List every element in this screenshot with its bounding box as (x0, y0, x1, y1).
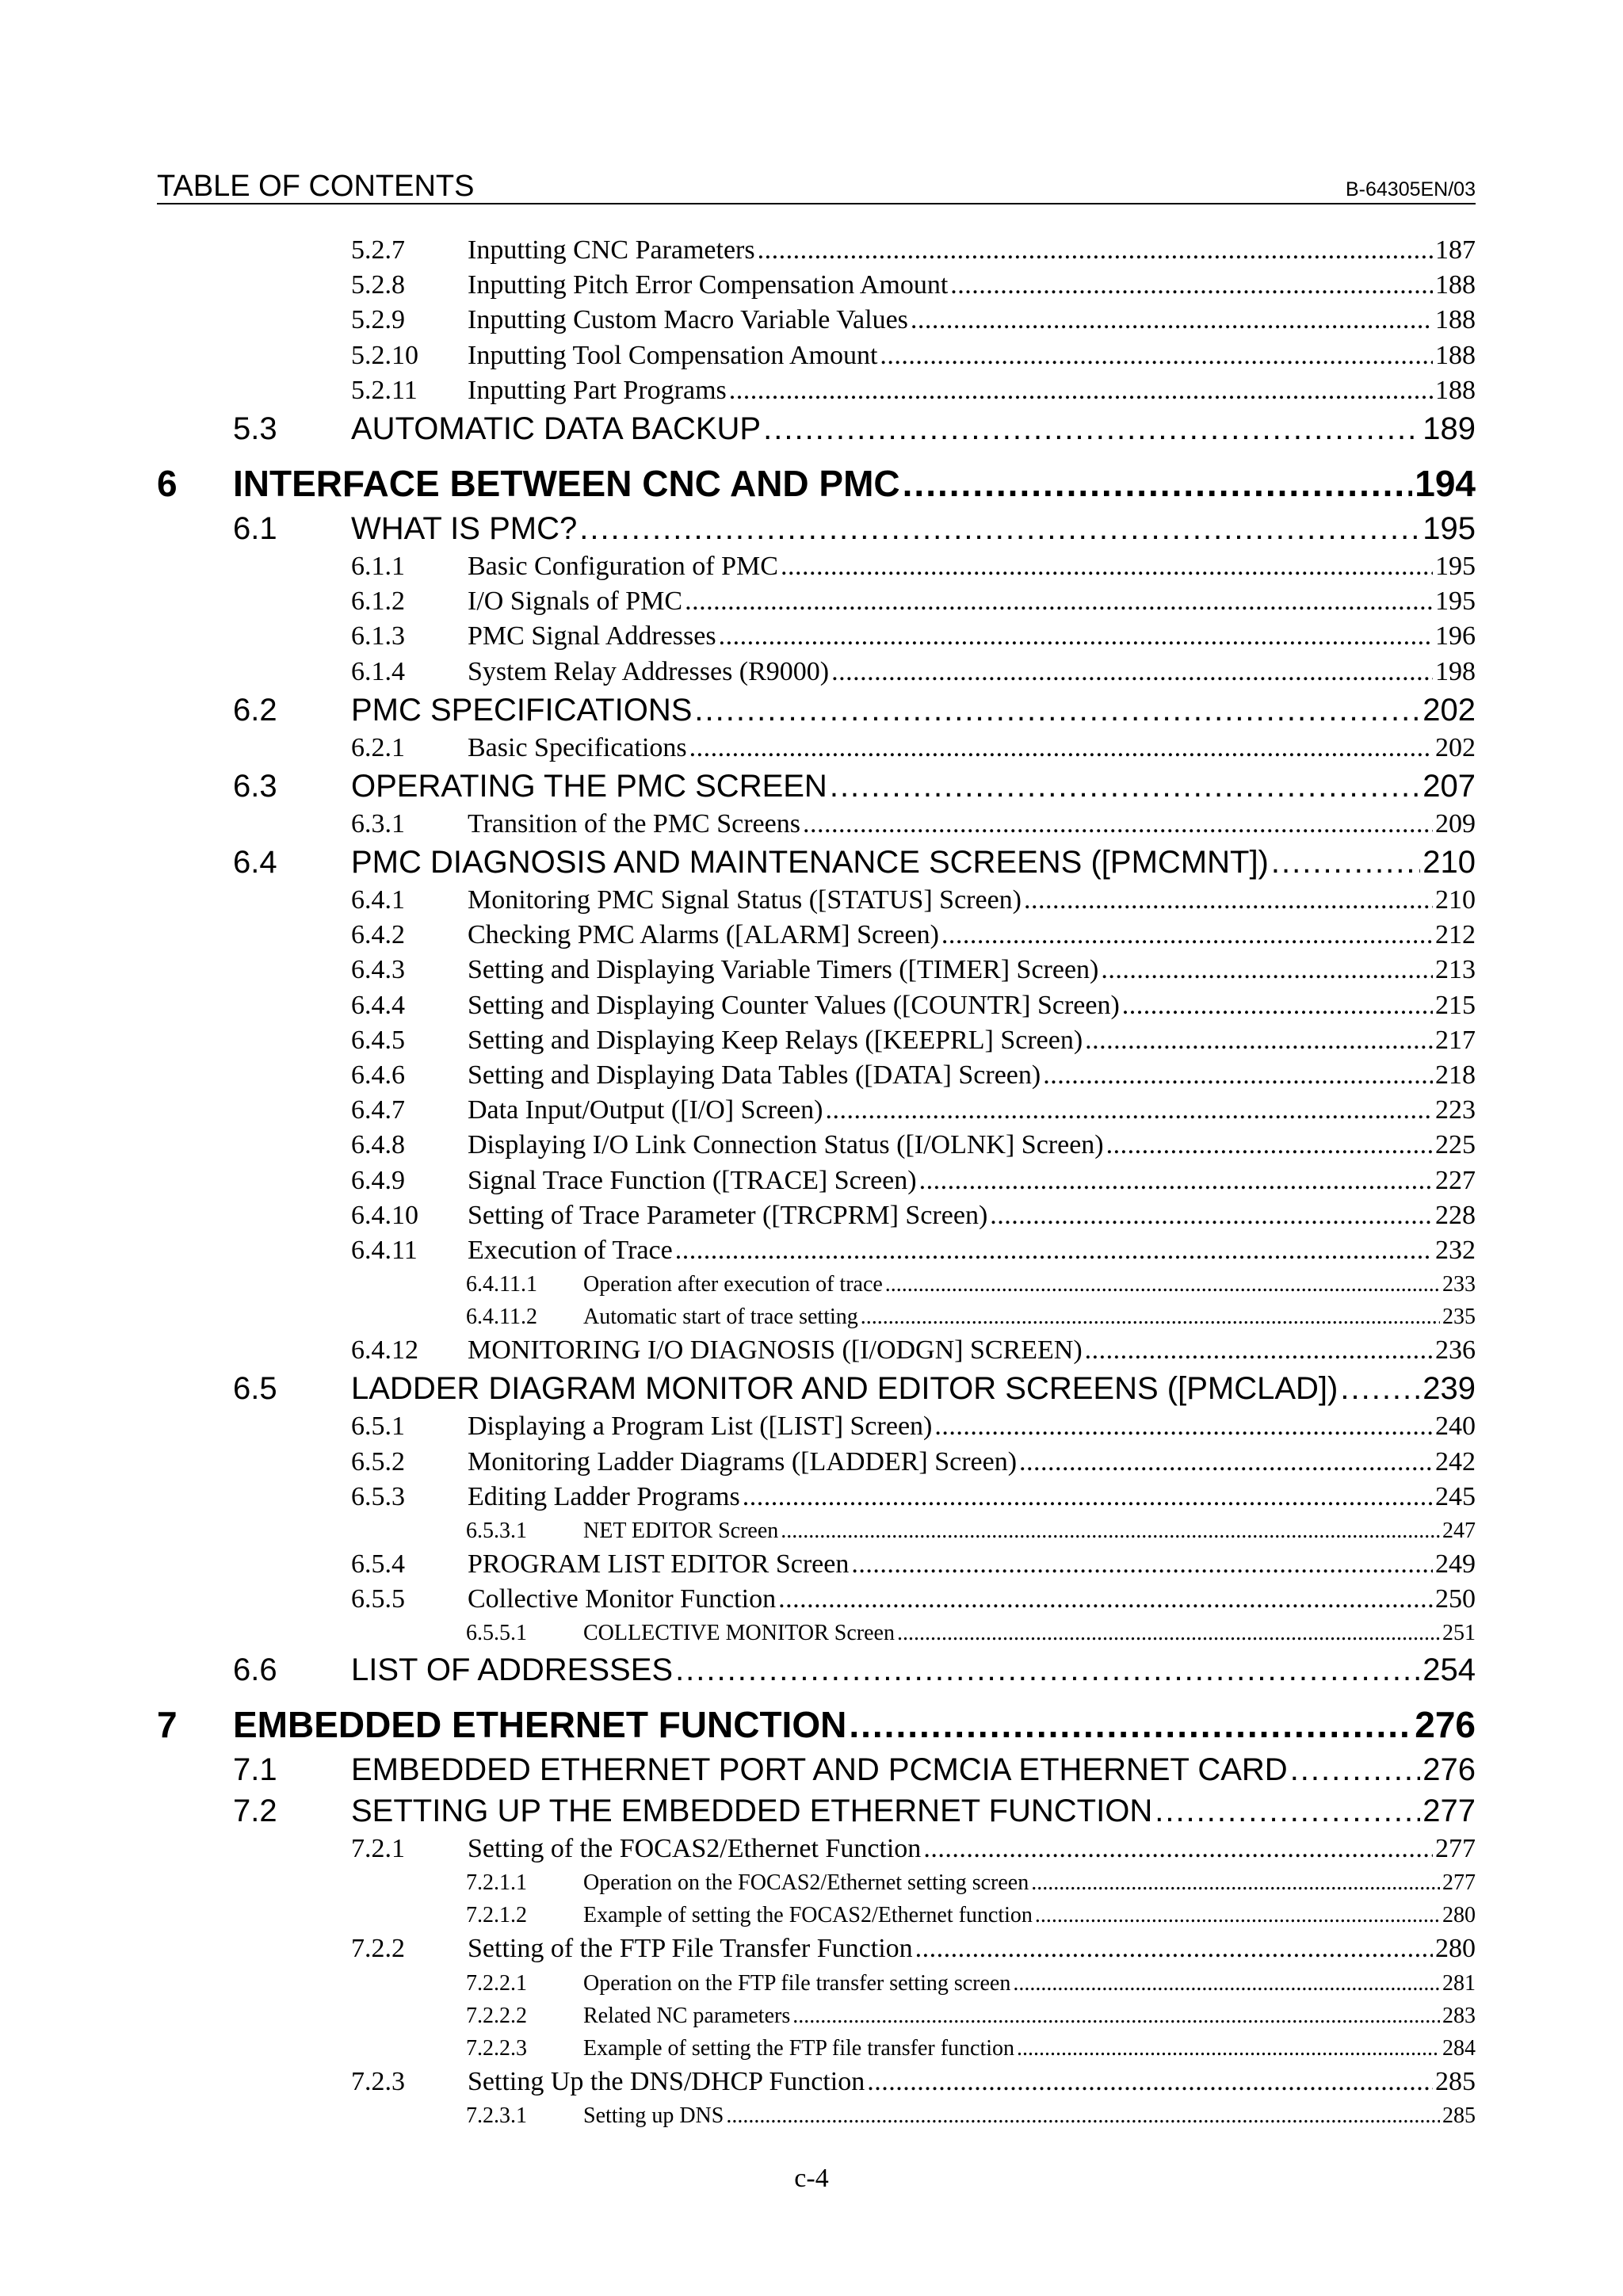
toc-entry-number: 6.2 (233, 692, 277, 728)
toc-entry[interactable] (157, 1198, 1476, 1233)
toc-entry-title: Data Input/Output ([I/O] Screen) (468, 1095, 823, 1125)
toc-entry-page: 280 (1435, 1934, 1476, 1964)
toc-entry-number: 6.4.12 (351, 1335, 418, 1366)
toc-entry-page: 188 (1435, 340, 1476, 370)
toc-entry[interactable] (157, 1515, 1476, 1547)
dot-leader (1085, 1333, 1433, 1368)
toc-entry[interactable] (157, 766, 1476, 807)
toc-entry[interactable] (157, 373, 1476, 408)
toc-entry-title: Monitoring PMC Signal Status ([STATUS] Screen) (468, 885, 1022, 915)
dot-leader (1271, 842, 1420, 883)
toc-entry-number: 6.5.5.1 (466, 1621, 527, 1646)
toc-entry[interactable] (157, 1649, 1476, 1690)
toc-entry-title: Operation after execution of trace (583, 1272, 883, 1297)
dot-leader (1019, 1445, 1433, 1480)
toc-entry-page: 217 (1435, 1025, 1476, 1055)
toc-entry-title: Editing Ladder Programs (468, 1481, 740, 1511)
toc-entry[interactable] (157, 842, 1476, 883)
toc-entry-page: 251 (1442, 1621, 1476, 1646)
dot-leader (950, 268, 1433, 303)
toc-entry-title: Transition of the PMC Screens (468, 808, 800, 839)
toc-entry-number: 7.2.3.1 (466, 2103, 527, 2128)
dot-leader (851, 1547, 1433, 1582)
dot-leader (758, 233, 1433, 268)
dot-leader (1290, 1749, 1421, 1790)
toc-entry-page: 194 (1415, 462, 1476, 504)
toc-entry-title: COLLECTIVE MONITOR Screen (583, 1621, 895, 1646)
toc-entry-number: 6.1.4 (351, 656, 405, 686)
toc-entry-title: NET EDITOR Screen (583, 1518, 779, 1543)
toc-entry-title: PMC DIAGNOSIS AND MAINTENANCE SCREENS ([PMCMNT]) (351, 845, 1269, 881)
toc-entry[interactable] (157, 1023, 1476, 1058)
toc-entry-title: EMBEDDED ETHERNET PORT AND PCMCIA ETHERNET CARD (351, 1752, 1288, 1788)
toc-entry[interactable] (157, 731, 1476, 766)
toc-entry-title: OPERATING THE PMC SCREEN (351, 768, 827, 804)
toc-entry-page: 223 (1435, 1095, 1476, 1125)
toc-entry-page: 283 (1442, 2003, 1476, 2028)
toc-entry-number: 7.2.3 (351, 2066, 405, 2096)
dot-leader (781, 1515, 1440, 1547)
toc-entry-page: 254 (1423, 1652, 1476, 1688)
toc-entry-number: 6.4.3 (351, 955, 405, 985)
dot-leader (689, 731, 1433, 766)
toc-entry-number: 7.2.1 (351, 1834, 405, 1864)
dot-leader (675, 1233, 1433, 1268)
toc-entry-number: 5.3 (233, 411, 277, 446)
toc-entry[interactable] (157, 2000, 1476, 2032)
toc-entry-page: 213 (1435, 955, 1476, 985)
toc-entry[interactable] (157, 268, 1476, 303)
dot-leader (941, 918, 1433, 953)
document-code: B-64305EN/03 (1345, 178, 1476, 201)
toc-entry-title: PROGRAM LIST EDITOR Screen (468, 1549, 850, 1579)
toc-entry[interactable] (157, 988, 1476, 1023)
toc-entry-title: SETTING UP THE EMBEDDED ETHERNET FUNCTION (351, 1794, 1153, 1829)
toc-entry-page: 215 (1435, 990, 1476, 1020)
dot-leader (885, 1268, 1440, 1301)
dot-leader (923, 1832, 1433, 1866)
toc-entry[interactable] (157, 1333, 1476, 1368)
toc-entry-title: Setting Up the DNS/DHCP Function (468, 2066, 865, 2096)
toc-entry-page: 227 (1435, 1165, 1476, 1195)
toc-entry-page: 210 (1435, 885, 1476, 915)
toc-entry-title: Displaying a Program List ([LIST] Screen) (468, 1412, 933, 1442)
toc-entry[interactable] (157, 1128, 1476, 1163)
toc-entry-page: 280 (1442, 1903, 1476, 1928)
toc-entry-title: Example of setting the FOCAS2/Ethernet function (583, 1903, 1033, 1928)
dot-leader (867, 2065, 1433, 2099)
dot-leader (719, 619, 1433, 654)
toc-entry-number: 6.4.5 (351, 1025, 405, 1055)
toc-entry-page: 276 (1415, 1704, 1476, 1746)
toc-entry-title: Inputting CNC Parameters (468, 235, 755, 265)
toc-entry-page: 207 (1423, 768, 1476, 804)
toc-entry-page: 242 (1435, 1446, 1476, 1477)
toc-entry[interactable] (157, 1058, 1476, 1093)
header-title: TABLE OF CONTENTS (157, 170, 475, 203)
toc-entry-number: 5.2.9 (351, 305, 405, 335)
dot-leader (1035, 1899, 1440, 1931)
toc-entry-number: 6.5.1 (351, 1412, 405, 1442)
toc-entry-page: 210 (1423, 845, 1476, 881)
toc-entry-page: 202 (1423, 692, 1476, 728)
dot-leader (1122, 988, 1433, 1023)
dot-leader (990, 1198, 1433, 1233)
toc-entry-title: Setting of Trace Parameter ([TRCPRM] Screen) (468, 1200, 988, 1230)
toc-entry-page: 235 (1442, 1305, 1476, 1330)
toc-entry-page: 277 (1435, 1834, 1476, 1864)
toc-entry-page: 233 (1442, 1272, 1476, 1297)
toc-entry-page: 188 (1435, 270, 1476, 300)
toc-entry-title: Related NC parameters (583, 2003, 791, 2028)
toc-entry[interactable] (157, 1832, 1476, 1866)
toc-entry-page: 225 (1435, 1130, 1476, 1160)
toc-entry-title: Inputting Pitch Error Compensation Amount (468, 270, 949, 300)
toc-entry[interactable] (157, 655, 1476, 690)
toc-entry-number: 6.4.7 (351, 1095, 405, 1125)
toc-entry-number: 6.4.1 (351, 885, 405, 915)
dot-leader (903, 462, 1413, 505)
page-number: c-4 (794, 2164, 829, 2193)
dot-leader (825, 1093, 1433, 1128)
toc-entry-number: 7.2.2.2 (466, 2003, 527, 2028)
toc-entry-title: INTERFACE BETWEEN CNC AND PMC (233, 462, 900, 504)
toc-entry-page: 209 (1435, 808, 1476, 839)
dot-leader (778, 1582, 1433, 1617)
toc-entry[interactable] (157, 918, 1476, 953)
toc-entry[interactable] (157, 338, 1476, 373)
toc-entry[interactable] (157, 807, 1476, 842)
toc-entry-number: 6.4.6 (351, 1060, 405, 1090)
dot-leader (743, 1480, 1433, 1515)
toc-entry[interactable] (157, 549, 1476, 584)
toc-entry-page: 187 (1435, 235, 1476, 265)
dot-leader (781, 549, 1433, 584)
toc-entry-number: 6.5.3 (351, 1481, 405, 1511)
toc-entry[interactable] (157, 1931, 1476, 1966)
toc-entry-number: 6.4.11.1 (466, 1272, 537, 1297)
toc-entry-title: Collective Monitor Function (468, 1584, 777, 1614)
toc-entry-number: 6.4.10 (351, 1200, 418, 1230)
dot-leader (675, 1649, 1420, 1690)
dot-leader (861, 1301, 1440, 1333)
dot-leader (1155, 1790, 1420, 1832)
toc-entry[interactable] (157, 1749, 1476, 1790)
toc-entry-page: 239 (1423, 1371, 1476, 1407)
toc-entry-title: LIST OF ADDRESSES (351, 1652, 674, 1688)
dot-leader (726, 2099, 1440, 2132)
toc-entry-number: 7.2.2 (351, 1934, 405, 1964)
toc-entry-title: I/O Signals of PMC (468, 586, 683, 617)
toc-entry-title: Setting and Displaying Keep Relays ([KEEPRL] Screen) (468, 1025, 1083, 1055)
toc-entry[interactable] (157, 1582, 1476, 1617)
toc-entry-title: PMC Signal Addresses (468, 621, 716, 651)
toc-entry[interactable] (157, 1547, 1476, 1582)
toc-entry-number: 6.5.4 (351, 1549, 405, 1579)
toc-entry-number: 6.5 (233, 1371, 277, 1407)
toc-entry-page: 198 (1435, 656, 1476, 686)
toc-entry-number: 6.5.5 (351, 1584, 405, 1614)
toc-entry-page: 189 (1423, 411, 1476, 446)
toc-entry-page: 218 (1435, 1060, 1476, 1090)
toc-entry[interactable] (157, 1967, 1476, 2000)
toc-entry-page: 285 (1442, 2103, 1476, 2128)
toc-entry-number: 6.1.1 (351, 551, 405, 581)
toc-entry-page: 212 (1435, 920, 1476, 950)
toc-entry[interactable] (157, 2032, 1476, 2065)
toc-entry-number: 6.4.11.2 (466, 1305, 537, 1330)
toc-entry-number: 6.2.1 (351, 732, 405, 762)
toc-entry-number: 6.4.8 (351, 1130, 405, 1160)
toc-entry-title: Signal Trace Function ([TRACE] Screen) (468, 1165, 917, 1195)
toc-entry-number: 7.2.2.1 (466, 1970, 527, 1996)
toc-entry-page: 202 (1435, 732, 1476, 762)
toc-entry[interactable] (157, 2065, 1476, 2099)
toc-entry[interactable] (157, 2099, 1476, 2132)
toc-entry-page: 284 (1442, 2035, 1476, 2061)
toc-entry-title: Inputting Part Programs (468, 375, 727, 405)
dot-leader (1043, 1058, 1433, 1093)
toc-entry-title: Displaying I/O Link Connection Status ([I/OLNK] Screen) (468, 1130, 1104, 1160)
toc-entry[interactable] (157, 462, 1476, 505)
toc-entry[interactable] (157, 883, 1476, 918)
toc-entry-number: 6.5.2 (351, 1446, 405, 1477)
toc-entry-title: Example of setting the FTP file transfer function (583, 2035, 1015, 2061)
toc-entry-number: 6.4.4 (351, 990, 405, 1020)
dot-leader (911, 303, 1433, 338)
dot-leader (915, 1931, 1433, 1966)
toc-entry-number: 5.2.7 (351, 235, 405, 265)
dot-leader (934, 1409, 1433, 1444)
toc-entry-title: AUTOMATIC DATA BACKUP (351, 411, 762, 446)
toc-entry-number: 6.4.9 (351, 1165, 405, 1195)
toc-entry-title: EMBEDDED ETHERNET FUNCTION (233, 1704, 847, 1746)
toc-entry-number: 6 (157, 462, 178, 504)
dot-leader (1340, 1368, 1420, 1409)
toc-entry-title: Inputting Custom Macro Variable Values (468, 305, 908, 335)
toc-entry-number: 5.2.10 (351, 340, 418, 370)
dot-leader (1017, 2032, 1440, 2065)
dot-leader (729, 373, 1433, 408)
dot-leader (1085, 1023, 1433, 1058)
toc-entry[interactable] (157, 1268, 1476, 1301)
toc-entry-title: Basic Specifications (468, 732, 687, 762)
toc-entry-page: 196 (1435, 621, 1476, 651)
toc-entry-title: Setting and Displaying Counter Values ([COUNTR] Screen) (468, 990, 1120, 1020)
toc-entry-number: 6.1 (233, 510, 277, 546)
toc-entry-number: 6.6 (233, 1652, 277, 1688)
toc-entry-number: 6.5.3.1 (466, 1518, 527, 1543)
toc-entry-title: Setting up DNS (583, 2103, 724, 2128)
dot-leader (1106, 1128, 1433, 1163)
dot-leader (830, 766, 1420, 807)
dot-leader (880, 338, 1433, 373)
toc-entry-page: 281 (1442, 1970, 1476, 1996)
toc-entry[interactable] (157, 1163, 1476, 1198)
toc-entry-page: 247 (1442, 1518, 1476, 1543)
dot-leader (803, 807, 1433, 842)
toc-entry-page: 195 (1435, 551, 1476, 581)
toc-entry-title: Operation on the FOCAS2/Ethernet setting screen (583, 1870, 1029, 1896)
toc-entry-number: 6.3 (233, 768, 277, 804)
toc-entry-title: Automatic start of trace setting (583, 1305, 858, 1330)
dot-leader (849, 1703, 1412, 1746)
toc-entry-page: 232 (1435, 1235, 1476, 1265)
dot-leader (919, 1163, 1433, 1198)
toc-entry-page: 188 (1435, 375, 1476, 405)
dot-leader (694, 690, 1420, 731)
toc-entry[interactable] (157, 408, 1476, 449)
toc-entry-number: 7.2.2.3 (466, 2035, 527, 2061)
toc-entry[interactable] (157, 1409, 1476, 1444)
toc-entry-title: LADDER DIAGRAM MONITOR AND EDITOR SCREENS ([PMCLAD]) (351, 1371, 1338, 1407)
toc-entry[interactable] (157, 508, 1476, 549)
toc-entry-number: 6.4.11 (351, 1235, 418, 1265)
toc-entry-number: 7.2.1.1 (466, 1870, 527, 1896)
toc-entry-page: 277 (1423, 1794, 1476, 1829)
toc-entry[interactable] (157, 584, 1476, 619)
toc-entry-page: 285 (1435, 2066, 1476, 2096)
toc-entry[interactable] (157, 1445, 1476, 1480)
toc-entry-page: 195 (1423, 510, 1476, 546)
toc-entry-title: System Relay Addresses (R9000) (468, 656, 830, 686)
toc-entry-number: 6.1.3 (351, 621, 405, 651)
toc-entry-number: 7.2 (233, 1794, 277, 1829)
toc-entry-number: 7.1 (233, 1752, 277, 1788)
toc-entry-page: 249 (1435, 1549, 1476, 1579)
toc-entry-title: Setting and Displaying Data Tables ([DATA] Screen) (468, 1060, 1041, 1090)
dot-leader (1031, 1866, 1440, 1899)
toc-entry-number: 5.2.11 (351, 375, 418, 405)
toc-entry-number: 6.4.2 (351, 920, 405, 950)
toc-entry[interactable] (157, 690, 1476, 731)
toc-entry-page: 195 (1435, 586, 1476, 617)
dot-leader (685, 584, 1433, 619)
toc-entry-title: WHAT IS PMC? (351, 510, 578, 546)
toc-entry-title: MONITORING I/O DIAGNOSIS ([I/ODGN] SCREEN) (468, 1335, 1083, 1366)
toc-entry-page: 276 (1423, 1752, 1476, 1788)
toc-entry-page: 250 (1435, 1584, 1476, 1614)
toc-entry-page: 240 (1435, 1412, 1476, 1442)
toc-entry[interactable] (157, 1480, 1476, 1515)
toc-entry[interactable] (157, 953, 1476, 988)
toc-entry[interactable] (157, 1233, 1476, 1268)
toc-entry-title: Execution of Trace (468, 1235, 673, 1265)
dot-leader (1101, 953, 1433, 988)
toc-entry-title: Setting of the FTP File Transfer Function (468, 1934, 913, 1964)
toc-entry[interactable] (157, 619, 1476, 654)
toc-entry-title: Setting and Displaying Variable Timers ([TIMER] Screen) (468, 955, 1099, 985)
toc-entry-title: Operation on the FTP file transfer setting screen (583, 1970, 1011, 1996)
dot-leader (897, 1617, 1440, 1649)
dot-leader (579, 508, 1420, 549)
toc-entry-page: 236 (1435, 1335, 1476, 1366)
toc-entry[interactable] (157, 233, 1476, 268)
toc-entry[interactable] (157, 1093, 1476, 1128)
toc-entry[interactable] (157, 1899, 1476, 1931)
toc-entry-number: 7 (157, 1704, 178, 1746)
dot-leader (1013, 1967, 1440, 2000)
dot-leader (792, 2000, 1440, 2032)
toc-entry[interactable] (157, 303, 1476, 338)
toc-entry-title: Monitoring Ladder Diagrams ([LADDER] Screen) (468, 1446, 1018, 1477)
dot-leader (831, 655, 1433, 690)
toc-entry-title: Checking PMC Alarms ([ALARM] Screen) (468, 920, 939, 950)
toc-entry-number: 6.1.2 (351, 586, 405, 617)
toc-entry-title: PMC SPECIFICATIONS (351, 692, 693, 728)
toc-entry[interactable] (157, 1617, 1476, 1649)
toc-entry[interactable] (157, 1368, 1476, 1409)
toc-entry-title: Inputting Tool Compensation Amount (468, 340, 878, 370)
toc-entry[interactable] (157, 1703, 1476, 1746)
toc-entry[interactable] (157, 1866, 1476, 1899)
toc-entry-page: 277 (1442, 1870, 1476, 1896)
toc-entry-title: Basic Configuration of PMC (468, 551, 778, 581)
dot-leader (763, 408, 1420, 449)
toc-entry[interactable] (157, 1301, 1476, 1333)
table-of-contents (157, 233, 1476, 2132)
toc-entry-number: 6.3.1 (351, 808, 405, 839)
toc-entry-number: 7.2.1.2 (466, 1903, 527, 1928)
toc-entry-page: 245 (1435, 1481, 1476, 1511)
toc-entry-page: 188 (1435, 305, 1476, 335)
toc-entry-number: 6.4 (233, 845, 277, 881)
toc-entry-number: 5.2.8 (351, 270, 405, 300)
page-header (157, 166, 1476, 204)
toc-entry[interactable] (157, 1790, 1476, 1832)
toc-entry-page: 228 (1435, 1200, 1476, 1230)
dot-leader (1024, 883, 1433, 918)
toc-entry-title: Setting of the FOCAS2/Ethernet Function (468, 1834, 922, 1864)
